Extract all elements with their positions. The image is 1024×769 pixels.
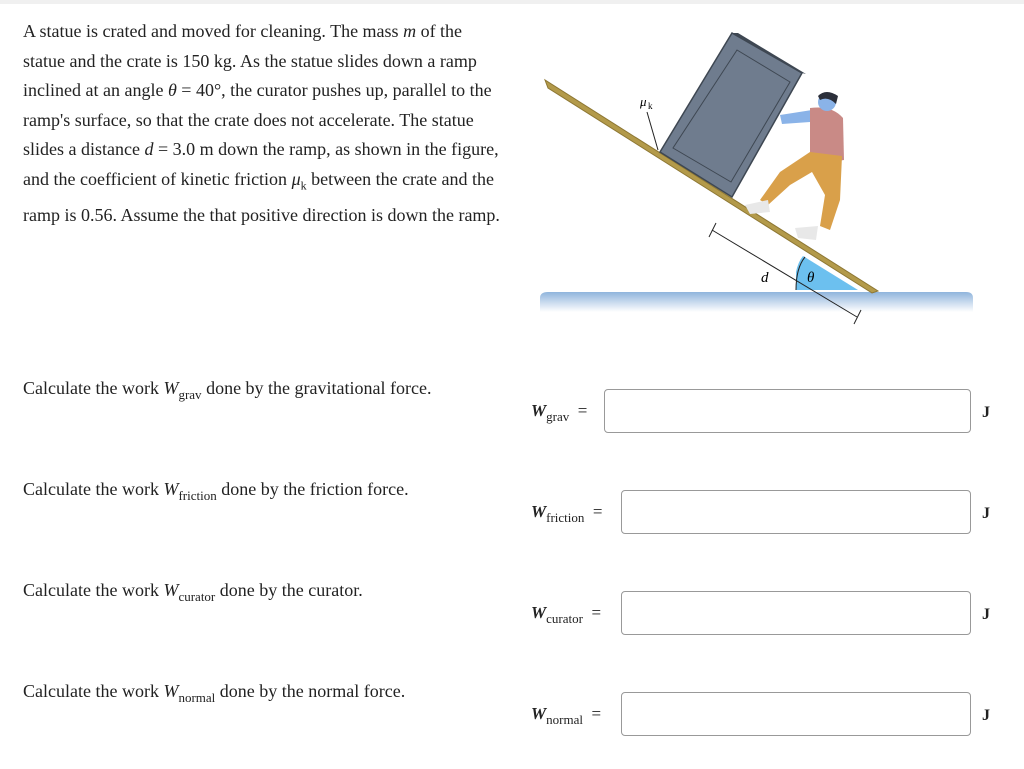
problem-text: of the statue and the crate is 150 kg. As the statue slides down a ramp inclined at an angle: [23, 21, 477, 100]
w-symbol: W: [163, 681, 179, 701]
q-text: Calculate the work: [23, 681, 164, 701]
ground: [540, 292, 973, 312]
problem-statement: [23, 17, 503, 230]
w-symbol: W: [531, 502, 547, 521]
w-grav-input[interactable]: [604, 389, 971, 433]
label-friction: [531, 502, 602, 526]
label-normal: [531, 704, 601, 728]
equals: =: [591, 603, 602, 622]
w-sub: grav: [178, 387, 202, 402]
mu-symbol: μ: [291, 168, 301, 189]
w-symbol: W: [531, 603, 547, 622]
w-symbol: W: [163, 378, 179, 398]
ramp-figure: [530, 20, 990, 330]
w-symbol: W: [531, 704, 547, 723]
w-symbol: W: [163, 479, 179, 499]
unit-label: J: [982, 707, 990, 724]
equals: =: [591, 704, 602, 723]
equals: =: [592, 502, 603, 521]
theta-symbol: θ: [167, 80, 177, 100]
w-sub: friction: [178, 488, 217, 503]
problem-text: A statue is crated and moved for cleaning. The mass: [23, 21, 404, 41]
mu-label: μ: [640, 94, 647, 109]
w-sub: friction: [546, 510, 585, 525]
w-curator-input[interactable]: [621, 591, 971, 635]
q-text: Calculate the work: [23, 479, 164, 499]
q-text: done by the normal force.: [215, 681, 406, 701]
q-text: done by the friction force.: [216, 479, 409, 499]
q-text: done by the gravitational force.: [201, 378, 432, 398]
w-sub: grav: [546, 409, 570, 424]
mu-sub-label: k: [648, 101, 653, 111]
w-sub: normal: [178, 690, 216, 705]
equals: =: [577, 401, 588, 420]
question-friction: [23, 479, 409, 504]
mass-symbol: m: [403, 21, 417, 41]
question-curator: [23, 580, 363, 605]
unit-label: J: [982, 404, 990, 421]
q-text: Calculate the work: [23, 378, 164, 398]
problem-text: = 40°, the curator pushes up, parallel to the ramp's surface, so that the crate does not accelerate. The statue slides a distance: [23, 80, 492, 159]
w-sub: curator: [178, 589, 216, 604]
w-symbol: W: [531, 401, 547, 420]
label-grav: [531, 401, 587, 425]
mu-subscript: k: [300, 178, 307, 193]
w-sub: curator: [546, 611, 583, 626]
w-friction-input[interactable]: [621, 490, 971, 534]
theta-label: θ: [807, 270, 815, 286]
unit-label: J: [982, 505, 990, 522]
distance-symbol: d: [144, 139, 154, 159]
question-normal: [23, 681, 405, 706]
w-normal-input[interactable]: [621, 692, 971, 736]
question-grav: [23, 378, 431, 403]
problem-text: = 3.0 m down the ramp, as shown in the figure, and the coefficient of kinetic friction: [23, 139, 499, 189]
top-divider: [0, 0, 1024, 4]
problem-text: between the crate and the ramp is 0.56. Assume the that positive direction is down the ramp.: [23, 168, 500, 225]
d-label: d: [761, 270, 769, 286]
q-text: Calculate the work: [23, 580, 164, 600]
w-sub: normal: [546, 712, 583, 727]
mu-pointer: [647, 112, 658, 150]
label-curator: [531, 603, 601, 627]
unit-label: J: [982, 606, 990, 623]
w-symbol: W: [163, 580, 179, 600]
q-text: done by the curator.: [215, 580, 363, 600]
